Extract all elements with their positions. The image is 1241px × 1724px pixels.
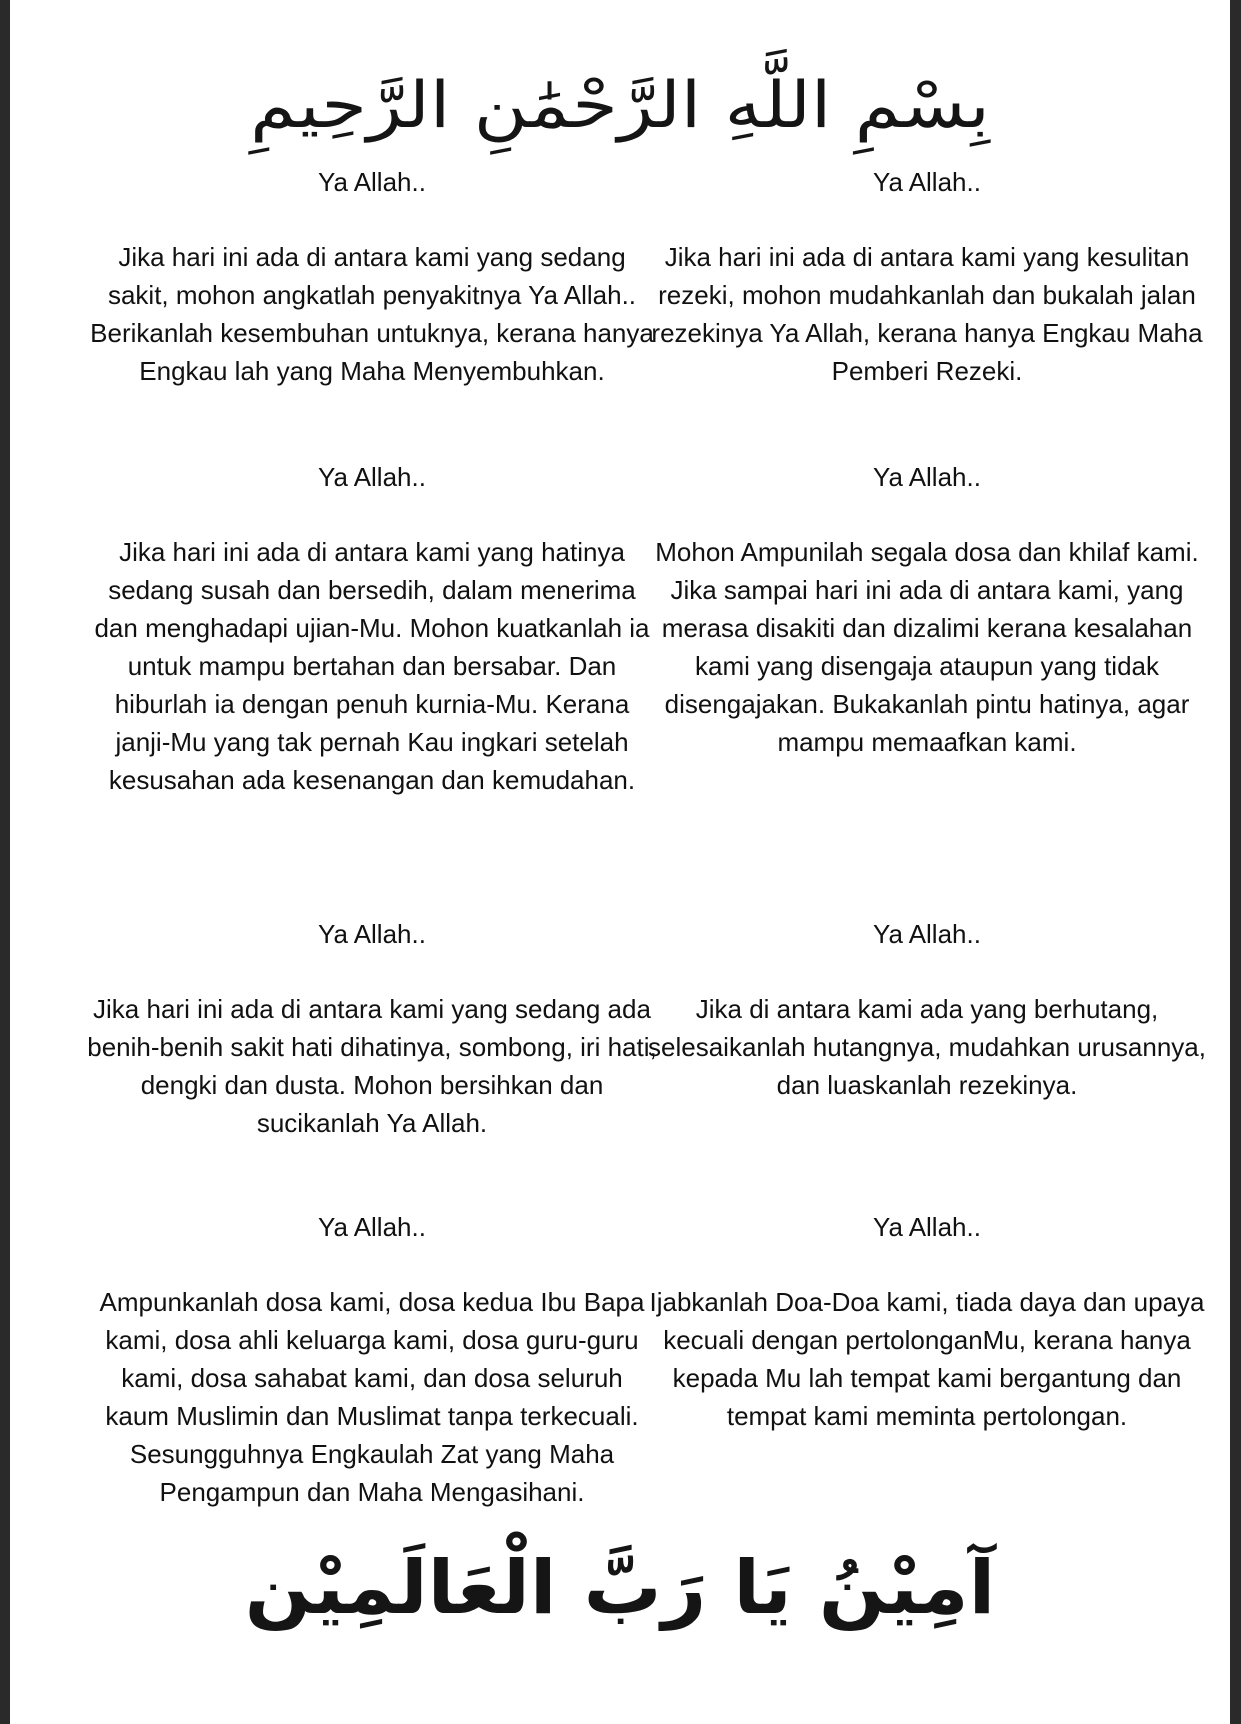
prayer-text: Jika hari ini ada di antara kami yang sedang sakit, mohon angkatlah penyakitnya Ya Allah.. Berikanlah kesembuhan untuknya, kerana hanya Engkau lah yang Maha Menyembuhkan.	[90, 242, 654, 386]
prayer-text: Mohon Ampunilah segala dosa dan khilaf kami. Jika sampai hari ini ada di antara kami, yang merasa disakiti dan dizalimi kerana kesalahan kami yang disengaja ataupun yang tidak disengajakan. Bukakanlah pintu hatinya, agar mampu memaafkan kami.	[655, 537, 1199, 757]
bismillah-calligraphy: بِسْمِ اللَّهِ الرَّحْمَٰنِ الرَّحِيمِ	[250, 69, 990, 143]
prayer-block-2-right	[642, 458, 1212, 761]
prayer-heading: Ya Allah..	[873, 919, 981, 949]
prayer-heading: Ya Allah..	[318, 1212, 426, 1242]
prayer-text: Jika di antara kami ada yang berhutang, selesaikanlah hutangnya, mudahkan urusannya, dan luaskanlah rezekinya.	[648, 994, 1206, 1100]
prayer-heading: Ya Allah..	[873, 1212, 981, 1242]
prayer-block-2-left	[87, 458, 657, 799]
prayer-block-3-right	[642, 915, 1212, 1104]
prayer-heading: Ya Allah..	[873, 462, 981, 492]
document-page	[10, 0, 1230, 1724]
prayer-heading: Ya Allah..	[873, 167, 981, 197]
prayer-block-3-left	[87, 915, 657, 1142]
prayer-block-4-left	[87, 1208, 657, 1511]
prayer-text: Ampunkanlah dosa kami, dosa kedua Ibu Bapa kami, dosa ahli keluarga kami, dosa guru-guru kami, dosa sahabat kami, dan dosa seluruh kaum Muslimin dan Muslimat tanpa terkecuali. Sesungguhnya Engkaulah Zat yang Maha Pengampun dan Maha Mengasihani.	[99, 1287, 645, 1507]
prayer-block-1-left	[87, 163, 657, 390]
prayer-text: Jika hari ini ada di antara kami yang kesulitan rezeki, mohon mudahkanlah dan bukalah jalan rezekinya Ya Allah, kerana hanya Engkau Maha Pemberi Rezeki.	[651, 242, 1203, 386]
prayer-text: Jika hari ini ada di antara kami yang sedang ada benih-benih sakit hati dihatinya, sombong, iri hati, dengki dan dusta. Mohon bersihkan dan sucikanlah Ya Allah.	[87, 994, 657, 1138]
prayer-block-1-right	[642, 163, 1212, 390]
prayer-block-4-right	[642, 1208, 1212, 1435]
prayer-heading: Ya Allah..	[318, 167, 426, 197]
prayer-text: Ijabkanlah Doa-Doa kami, tiada daya dan upaya kecuali dengan pertolonganMu, kerana hanya kepada Mu lah tempat kami bergantung dan tempat kami meminta pertolongan.	[649, 1287, 1205, 1431]
prayer-text: Jika hari ini ada di antara kami yang hatinya sedang susah dan bersedih, dalam menerima dan menghadapi ujian-Mu. Mohon kuatkanlah ia untuk mampu bertahan dan bersabar. Dan hiburlah ia dengan penuh kurnia-Mu. Kerana janji-Mu yang tak pernah Kau ingkari setelah kesusahan ada kesenangan dan kemudahan.	[94, 537, 650, 795]
prayer-heading: Ya Allah..	[318, 919, 426, 949]
amin-calligraphy: آمِيْنُ يَا رَبَّ الْعَالَمِيْن	[244, 1545, 996, 1631]
prayer-heading: Ya Allah..	[318, 462, 426, 492]
